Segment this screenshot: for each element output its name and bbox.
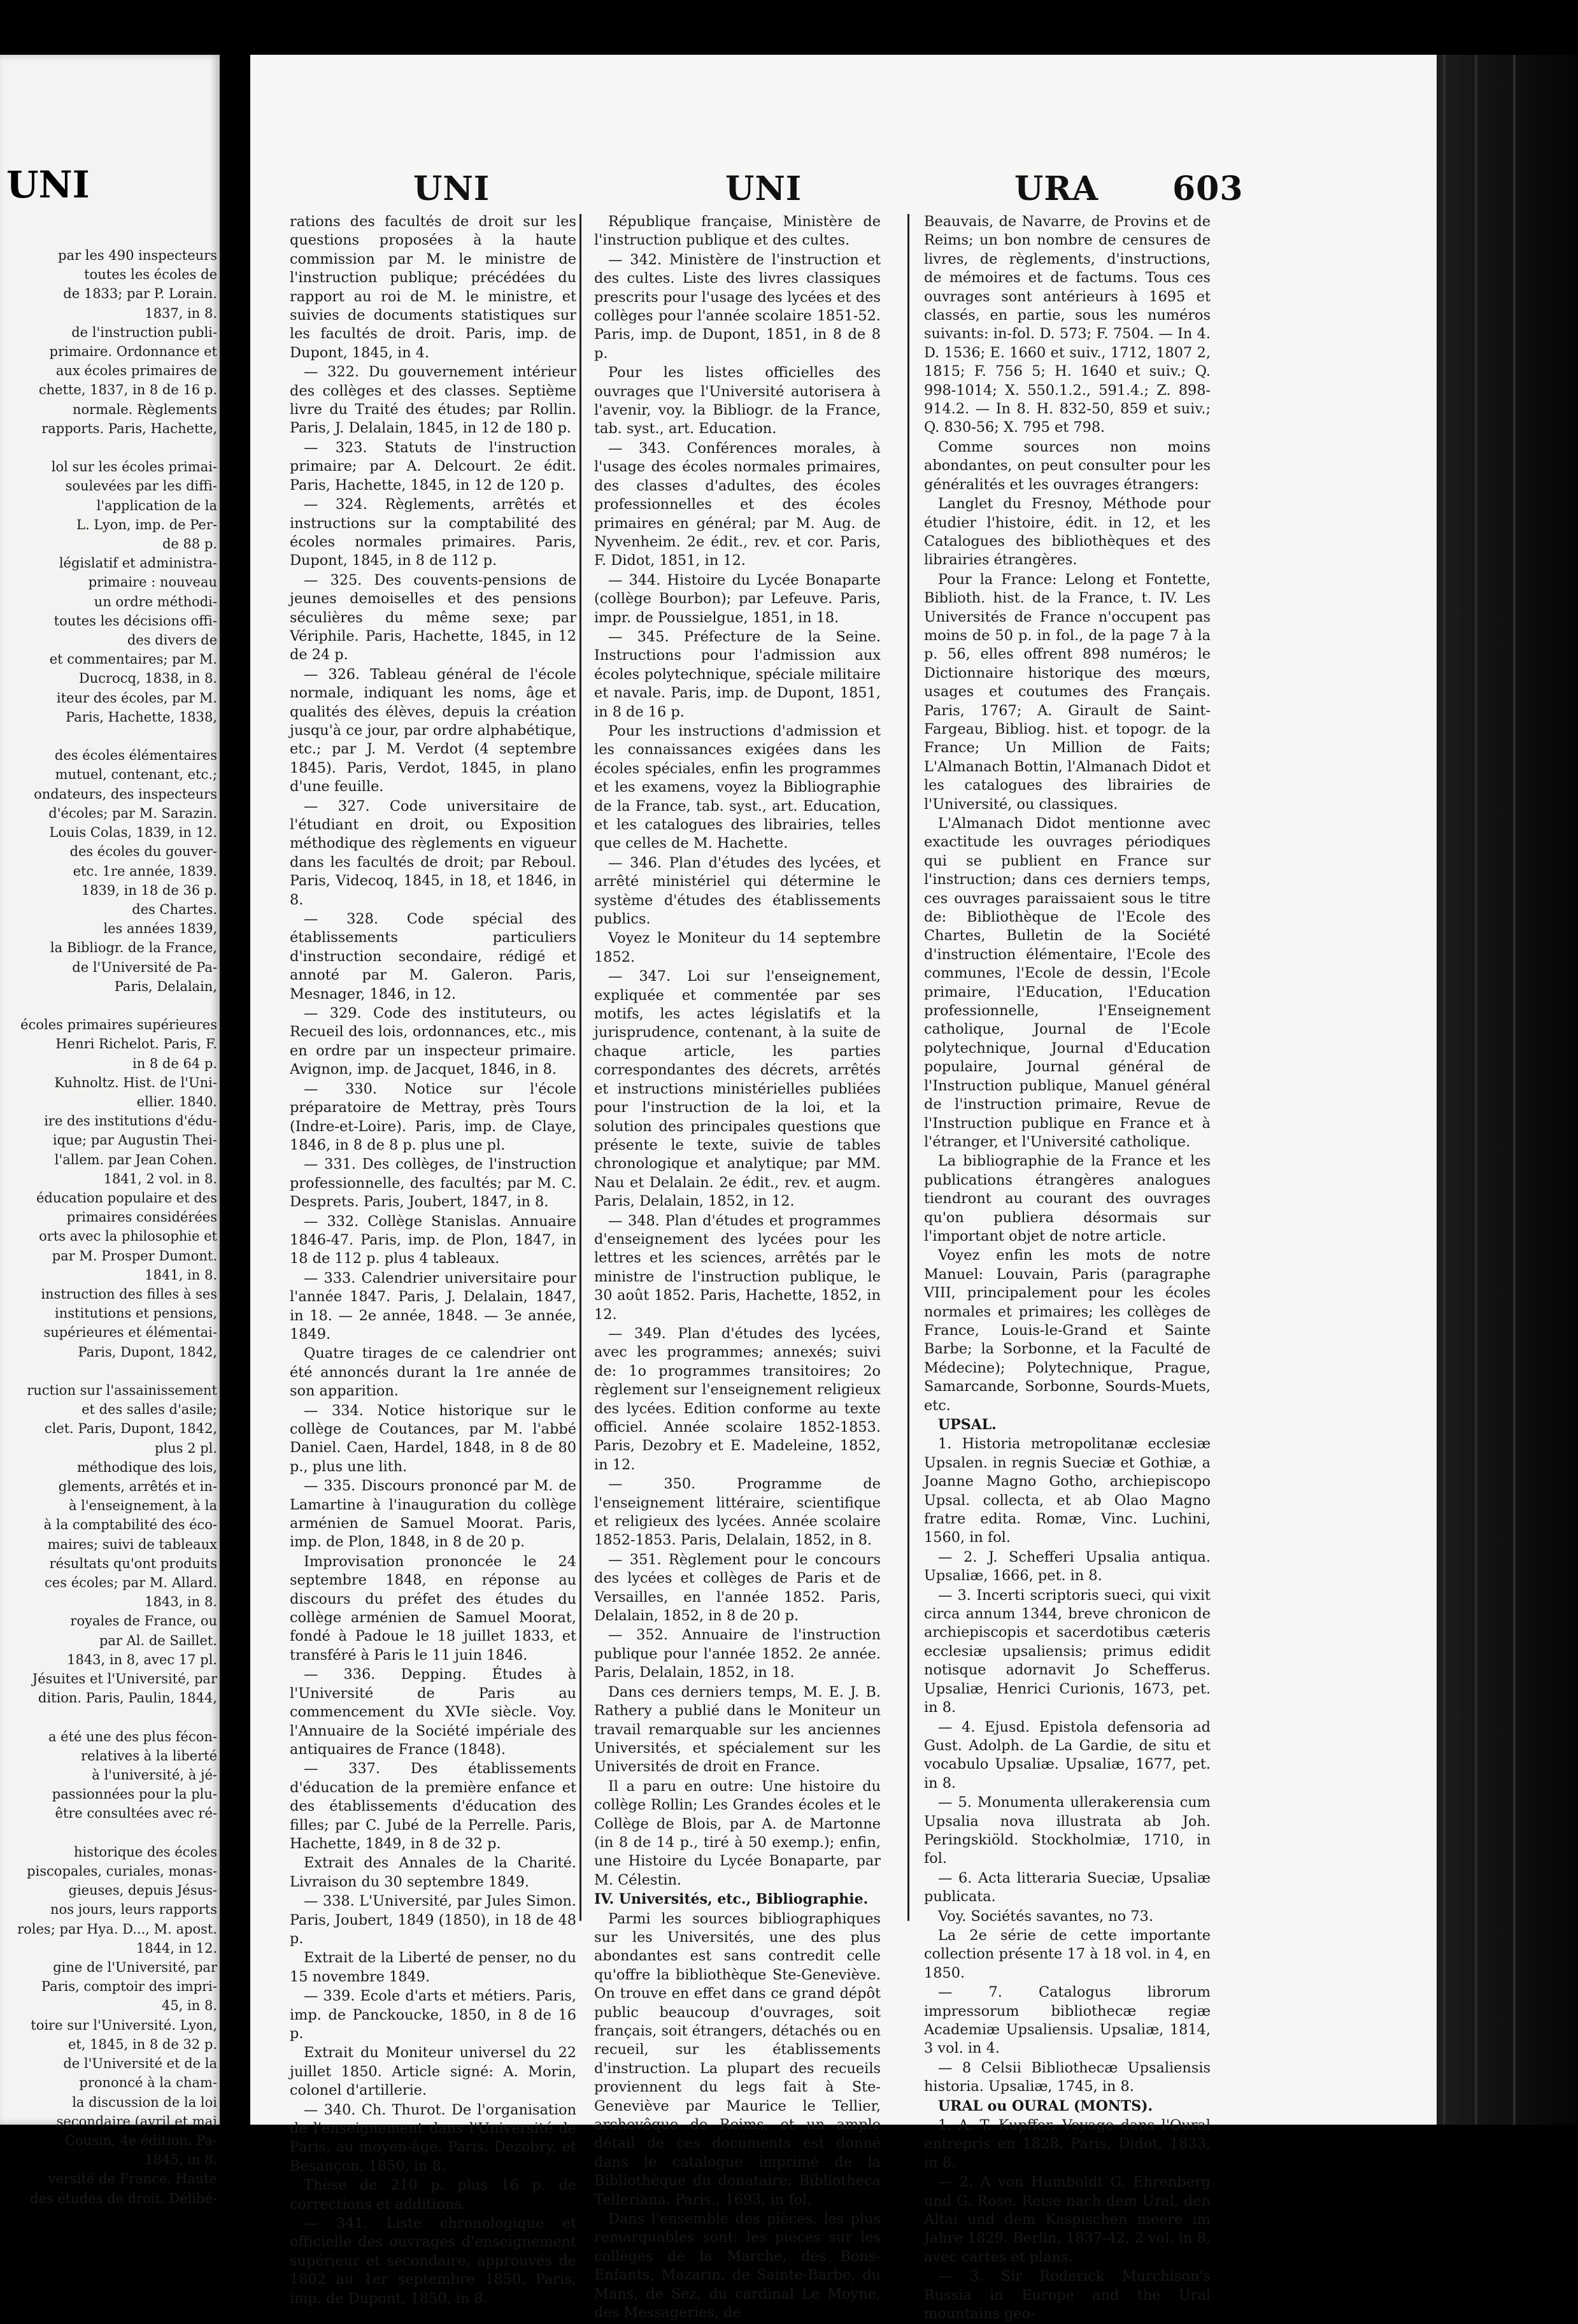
paragraph: — 350. Programme de l'enseignement littéraire, scientifique et religieux des lycées. Année scolaire 1852-1853. Paris, Delalain, 1852, in 8.: [594, 1476, 881, 1549]
left-page-line: à l'enseignement, à la: [68, 1498, 217, 1514]
left-page-line: historique des écoles: [73, 1844, 217, 1860]
left-page-line: Kuhnoltz. Hist. de l'Uni-: [54, 1074, 217, 1090]
section-heading: IV. Universités, etc., Bibliographie.: [594, 1891, 869, 1908]
section-heading: URAL ou OURAL (MONTS).: [938, 2097, 1153, 2114]
left-page-line: des divers de: [127, 632, 217, 648]
left-page-line: 1841, in 8.: [145, 1267, 217, 1283]
paragraph: — 347. Loi sur l'enseignement, expliquée et commentée par ses motifs, les actes législatifs et la jurisprudence, contenant, à la suite de chaque article, les parties correspondantes des décrets, arrêtés et instructions ministérielles publiées pour l'instruction de la loi, et la solution des principales questions que présente le texte, suivie de tables chronologique et analytique; par MM. Nau et Delalain. 2e édit., rev. et augm. Paris, Delalain, 1852, in 12.: [594, 968, 881, 1210]
paragraph: — 336. Depping. Études à l'Université de Paris au commencement du XVIe siècle. Voy. l'Annuaire de la Société impériale des antiquaires de France (1848).: [290, 1666, 576, 1758]
left-page-line: la Bibliogr. de la France,: [50, 940, 217, 956]
left-page-line: être consultées avec ré-: [55, 1806, 217, 1821]
left-page-line: maires; suivi de tableaux: [47, 1536, 217, 1552]
left-page-line: [0, 1823, 220, 1843]
paragraph: Pour les instructions d'admission et les connaissances exigées dans les écoles spéciales, enfin les programmes et les examens, voyez la Bibliographie de la France, tab. syst., art. Education, et les catalogues des librairies, telles que celles de M. Hachette.: [594, 722, 881, 852]
paragraph: — 351. Règlement pour le concours des lycées et collèges de Paris et de Versailles, en l'année 1852. Paris, Delalain, 1852, in 8 de 20 p.: [594, 1551, 881, 1625]
paragraph: — 333. Calendrier universitaire pour l'année 1847. Paris, J. Delalain, 1847, in 18. — 2e année, 1848. — 3e année, 1849.: [290, 1269, 576, 1343]
left-page-line: de l'instruction publi-: [71, 324, 217, 340]
paragraph: Extrait de la Liberté de penser, no du 15 novembre 1849.: [290, 1950, 576, 1985]
left-page-text: [0, 246, 220, 2208]
paragraph: — 324. Règlements, arrêtés et instructions sur la comptabilité des écoles normales primaires. Paris, Dupont, 1845, in 8 de 112 p.: [290, 496, 576, 569]
left-page-line: nos jours, leurs rapports: [50, 1902, 217, 1918]
paragraph: — 332. Collège Stanislas. Annuaire 1846-47. Paris, imp. de Plon, 1847, in 18 de 112 p. plus 4 tableaux.: [290, 1213, 576, 1267]
paragraph: — 349. Plan d'études des lycées, avec les programmes; annexés; suivi de: 1o programmes transitoires; 2o règlement sur l'enseignement religieux des lycées. Edition conforme au texte officiel. Année scolaire 1852-1853. Paris, Dezobry et E. Madeleine, 1852, in 12.: [594, 1325, 881, 1473]
left-page-line: 1844, in 12.: [136, 1940, 217, 1956]
paragraph: — 335. Discours prononcé par M. de Lamartine à l'inauguration du collège arménien de Samuel Moorat. Paris, imp. de Plon, 1848, in 8 de 20 p.: [290, 1478, 576, 1551]
running-head-right: URA: [1014, 169, 1098, 208]
left-page-line: éducation populaire et des: [36, 1190, 217, 1206]
left-page-line: Ducrocq, 1838, in 8.: [78, 671, 217, 687]
left-page-line: relatives à la liberté: [81, 1748, 217, 1764]
paragraph: Comme sources non moins abondantes, on peut consulter pour les généralités et les ouvrages étrangers:: [924, 438, 1211, 493]
left-page-running-head: UNI: [6, 163, 90, 206]
paragraph: — 348. Plan d'études et programmes d'enseignement des lycées pour les lettres et les sciences, arrêtés par le ministre de l'instruction publique, le 30 août 1852. Paris, Hachette, 1852, in 12.: [594, 1212, 881, 1323]
text-column-3: [924, 213, 1211, 2323]
left-page-line: toutes les écoles de: [84, 267, 217, 283]
left-page-line: de l'Université de Pa-: [72, 959, 217, 975]
left-page-line: législatif et administra-: [59, 555, 217, 571]
left-page-line: primaires considérées: [66, 1209, 217, 1225]
paragraph: — 3. Sir Roderick Murchison's Russia in Europe and the Ural mountains geo-: [924, 2268, 1211, 2323]
paragraph: Il a paru en outre: Une histoire du collège Rollin; Les Grandes écoles et le Collège de Blois, par A. de Martonne (in 8 de 14 p., tiré à 50 exemp.); enfin, une Histoire du Lycée Bonaparte, par M. Célestin.: [594, 1778, 881, 1888]
paragraph: — 329. Code des instituteurs, ou Recueil des lois, ordonnances, etc., mis en ordre par un inspecteur primaire. Avignon, imp. de Jacquet, 1846, in 8.: [290, 1005, 576, 1078]
left-page-line: ique; par Augustin Thei-: [52, 1132, 217, 1148]
left-page-line: de 1833; par P. Lorain.: [63, 286, 217, 302]
paragraph: Langlet du Fresnoy, Méthode pour étudier l'histoire, édit. in 12, et les Catalogues des bibliothèques et des librairies étrangères.: [924, 495, 1211, 569]
left-page-line: des études de droit. Délibé-: [30, 2190, 217, 2206]
left-page-line: et des salles d'asile;: [82, 1402, 217, 1418]
paragraph: — 331. Des collèges, de l'instruction professionnelle, des facultés; par M. C. Desprets. Paris, Joubert, 1847, in 8.: [290, 1156, 576, 1211]
left-page-line: ondateurs, des inspecteurs: [34, 786, 217, 802]
paragraph: — 334. Notice historique sur le collège de Coutances, par M. l'abbé Daniel. Caen, Hardel, 1848, in 8 de 80 p., plus une lith.: [290, 1402, 576, 1475]
left-page-line: in 8 de 64 p.: [132, 1055, 217, 1071]
left-page-line: instruction des filles à ses: [41, 1286, 217, 1302]
left-page-line: lol sur les écoles primai-: [51, 459, 217, 475]
left-page-line: soulevées par les diffi-: [65, 478, 217, 494]
left-page-line: supérieures et élémentai-: [43, 1325, 217, 1341]
book-edge: [1437, 55, 1578, 2125]
left-page-line: L. Lyon, imp. de Per-: [76, 517, 217, 532]
paragraph: — 339. Ecole d'arts et métiers. Paris, imp. de Panckoucke, 1850, in 8 de 16 p.: [290, 1988, 576, 2042]
paragraph: — 343. Conférences morales, à l'usage des écoles normales primaires, des classes d'adultes, des écoles professionnelles et des écoles primaires en général; par M. Aug. de Nyvenheim. 2e édit., rev. et cor. Paris, F. Didot, 1851, in 12.: [594, 439, 881, 569]
paragraph: — 327. Code universitaire de l'étudiant en droit, ou Exposition méthodique des règlements en vigueur dans les facultés de droit; par Reboul. Paris, Videcoq, 1845, in 18, et 1846, in 8.: [290, 797, 576, 908]
left-page-line: l'allem. par Jean Cohen.: [54, 1151, 217, 1167]
text-column-2: [594, 213, 881, 2321]
paragraph: — 345. Préfecture de la Seine. Instructions pour l'admission aux écoles polytechnique, spéciale militaire et navale. Paris, imp. de Dupont, 1851, in 8 de 16 p.: [594, 628, 881, 720]
left-page-line: Louis Colas, 1839, in 12.: [49, 825, 217, 841]
paragraph: Parmi les sources bibliographiques sur les Universités, une des plus abondantes est sans contredit celle qu'offre la bibliothèque Ste-Geneviève. On trouve en effet dans ce grand dépôt public beaucoup d'ouvrages, soit français, soit étrangers, détachés ou en recueil, sur les établissements d'instruction. La plupart des recueils proviennent du legs fait à Ste-Geneviève par Maurice le Tellier, archevêque de Reims, et un ample détail de ces documents est donné dans le catalogue imprimé de la Bibliothèque du donataire: Bibliotheca Telleriana. Paris., 1693, in fol.: [594, 1910, 881, 2208]
left-page-line: royales de France, ou: [70, 1613, 217, 1629]
paragraph: — 328. Code spécial des établissements particuliers d'instruction secondaire, rédigé et annoté par M. Galeron. Paris, Mesnager, 1846, in 12.: [290, 911, 576, 1002]
left-page-line: et, 1845, in 8 de 32 p.: [68, 2036, 217, 2052]
left-page-line: iteur des écoles, par M.: [56, 690, 217, 706]
left-page-line: Paris, Delalain,: [114, 978, 217, 994]
running-head-left: UNI: [413, 169, 490, 208]
left-page: [0, 55, 220, 2206]
left-page-line: primaire : nouveau: [88, 574, 217, 590]
page-number: 603: [1172, 169, 1244, 208]
paragraph: Thèse de 210 p. plus 16 p. de corrections et additions.: [290, 2177, 576, 2213]
paragraph: Extrait des Annales de la Charité. Livraison du 30 septembre 1849.: [290, 1855, 576, 1890]
text-column-1: [290, 213, 576, 2307]
left-page-line: Jésuites et l'Université, par: [32, 1671, 217, 1687]
left-page-line: de l'Université et de la: [63, 2056, 217, 2072]
left-page-line: roles; par Hya. D..., M. apost.: [17, 1921, 217, 1937]
paragraph: — 346. Plan d'études des lycées, et arrêté ministériel qui détermine le système d'études des établissements publics.: [594, 854, 881, 928]
paragraph: Improvisation prononcée le 24 septembre 1848, en réponse au discours du préfet des études du collège arménien de Samuel Moorat, fondé à Padoue le 18 juillet 1833, et transféré à Paris le 11 juin 1846.: [290, 1553, 576, 1664]
left-page-line: gieuses, depuis Jésus-: [68, 1883, 217, 1899]
left-page-line: prononcé à la cham-: [79, 2075, 217, 2091]
paragraph: — 342. Ministère de l'instruction et des cultes. Liste des livres classiques prescrits pour l'usage des lycées et des collèges pour l'année scolaire 1851-52. Paris, imp. de Dupont, 1851, in 8 de 8 p.: [594, 251, 881, 362]
left-page-line: résultats qu'ont produits: [49, 1555, 217, 1571]
left-page-line: Cousin, 4e édition. Pa-: [64, 2132, 217, 2148]
left-page-line: dition. Paris, Paulin, 1844,: [38, 1690, 217, 1706]
left-page-line: les années 1839,: [103, 921, 217, 937]
left-page-line: par M. Prosper Dumont.: [52, 1248, 217, 1264]
column-rule: [907, 214, 909, 1921]
paragraph: — 325. Des couvents-pensions de jeunes demoiselles et des pensions séculières du même sexe; par Vériphile. Paris, Hachette, 1845, in 12 de 24 p.: [290, 571, 576, 664]
paragraph: — 352. Annuaire de l'instruction publique pour l'année 1852. 2e année. Paris, Delalain, 1852, in 18.: [594, 1627, 881, 1681]
paragraph: 1. Historia metropolitanæ ecclesiæ Upsalen. in regnis Sueciæ et Gothiæ, a Joanne Magno Gotho, archiepiscopo Upsal. collecta, et ab Olao Magno fratre edita. Romæ, Vinc. Luchini, 1560, in fol.: [924, 1436, 1211, 1546]
paragraph: Beauvais, de Navarre, de Provins et de Reims; un bon nombre de censures de livres, de règlements, d'instructions, de mémoires et de factums. Tous ces ouvrages sont antérieurs à 1695 et classés, en partie, sous les numéros suivants: in-fol. D. 573; F. 7504. — In 4. D. 1536; E. 1660 et suiv., 1712, 1807 2, 1815; F. 756 5; H. 1640 et suiv.; Q. 998-1014; X. 550.1.2., 591.4.; Z. 898-914.2. — In 8. H. 832-50, 859 et suiv.; Q. 830-56; X. 795 et 798.: [924, 213, 1211, 436]
left-page-line: toire sur l'Université. Lyon,: [31, 2017, 217, 2033]
left-page-line: l'application de la: [96, 497, 217, 513]
left-page-line: rapports. Paris, Hachette,: [41, 420, 217, 436]
paragraph: — 338. L'Université, par Jules Simon. Paris, Joubert, 1849 (1850), in 18 de 48 p.: [290, 1893, 576, 1947]
paragraph: Voyez enfin les mots de notre Manuel: Louvain, Paris (paragraphe VIII, principalement pour les écoles normales et primaires; les collèges de France, Louis-le-Grand et Sainte Barbe; la Sorbonne, et la Faculté de Médecine); Polytechnique, Prague, Samarcande, Sorbonne, Sourds-Muets, etc.: [924, 1247, 1211, 1414]
paragraph: — 340. Ch. Thurot. De l'organisation de l'enseignement dans l'Université de Paris, au moyen-âge. Paris, Dezobry, et Besançon, 1850, in 8.: [290, 2101, 576, 2174]
left-page-line: passionnées pour la plu-: [52, 1786, 217, 1802]
paragraph: — 6. Acta litteraria Sueciæ, Upsaliæ publicata.: [924, 1869, 1211, 1906]
paragraph: — 323. Statuts de l'instruction primaire; par A. Delcourt. 2e édit. Paris, Hachette, 1845, in 12 de 120 p.: [290, 439, 576, 494]
left-page-line: méthodique des lois,: [76, 1459, 217, 1475]
left-page-line: versité de France. Haute: [48, 2171, 217, 2187]
paragraph: — 322. Du gouvernement intérieur des collèges et des classes. Septième livre du Traité des études; par Rollin. Paris, J. Delalain, 1845, in 12 de 180 p.: [290, 364, 576, 437]
left-page-line: 1843, in 8.: [145, 1594, 217, 1610]
paragraph: Dans ces derniers temps, M. E. J. B. Rathery a publié dans le Moniteur un travail remarquable sur les anciennes Universités, et spécialement sur les Universités de droit en France.: [594, 1683, 881, 1776]
paragraph: — 4. Ejusd. Epistola defensoria ad Gust. Adolph. de La Gardie, de situ et vocabulo Upsaliæ. Upsaliæ, 1677, pet. in 8.: [924, 1718, 1211, 1792]
left-page-line: la discussion de la loi: [72, 2094, 217, 2110]
left-page-line: Henri Richelot. Paris, F.: [55, 1036, 217, 1052]
left-page-line: toutes les décisions offi-: [53, 613, 217, 629]
main-page: [250, 55, 1437, 2323]
left-page-line: des écoles élémentaires: [54, 748, 217, 764]
left-page-line: [0, 1707, 220, 1727]
paragraph: Pour les listes officielles des ouvrages que l'Université autorisera à l'avenir, voy. la Bibliogr. de la France, tab. syst., art. Education.: [594, 364, 881, 438]
paragraph: La 2e série de cette importante collection présente 17 à 18 vol. in 4, en 1850.: [924, 1927, 1211, 1981]
paragraph: rations des facultés de droit sur les questions proposées à la haute commission par M. le ministre de l'instruction publique; précédées du rapport au roi de M. le ministre, et suivies de documents statistiques sur les facultés de droit. Paris, imp. de Dupont, 1845, in 4.: [290, 213, 576, 361]
left-page-line: piscopales, curiales, monas-: [27, 1864, 217, 1879]
left-page-line: à l'université, à jé-: [92, 1767, 217, 1783]
paragraph: — 344. Histoire du Lycée Bonaparte (collège Bourbon); par Lefeuve. Paris, impr. de Poussielgue, 1851, in 18.: [594, 571, 881, 626]
left-page-line: orts avec la philosophie et: [39, 1229, 217, 1244]
paragraph: — 3. Incerti scriptoris sueci, qui vixit circa annum 1344, breve chronicon de archiepiscopis et sacerdotibus cæteris ecclesiæ upsaliensis; primus edidit notisque adornavit Jo Schefferus. Upsaliæ, Henrici Curionis, 1673, pet. in 8.: [924, 1586, 1211, 1716]
left-page-line: ire des institutions d'édu-: [44, 1113, 217, 1129]
paragraph: La bibliographie de la France et les publications étrangères analogues tiendront au courant des ouvrages qu'on publiera désormais sur l'important objet de notre article.: [924, 1153, 1211, 1244]
left-page-line: primaire. Ordonnance et: [49, 344, 217, 360]
left-page-line: [0, 1362, 220, 1381]
paragraph: Quatre tirages de ce calendrier ont été annoncés durant la 1re année de son apparition.: [290, 1345, 576, 1400]
paragraph: Pour la France: Lelong et Fontette, Biblioth. hist. de la France, t. IV. Les Universités de France n'occupent pas moins de 50 p. in fol., de la page 7 à la p. 56, elles offrent 898 numéros; le Dictionnaire historique des mœurs, usages et coutumes des Français. Paris, 1767; A. Girault de Saint-Fargeau, Bibliog. hist. et topogr. de la France; Un Million de Faits; L'Almanach Bottin, l'Almanach Didot et les catalogues des librairies de l'Université, ou classiques.: [924, 571, 1211, 813]
left-page-line: 1845, in 8.: [145, 2152, 217, 2168]
left-page-line: ruction sur l'assainissement: [27, 1382, 217, 1398]
left-page-line: institutions et pensions,: [55, 1306, 217, 1322]
column-rule: [579, 214, 581, 1921]
paragraph: — 326. Tableau général de l'école normale, indiquant les noms, âge et qualités des élèves, depuis la création jusqu'à ce jour, par ordre alphabétique, etc.; par J. M. Verdot (4 septembre 1845). Paris, Verdot, 1845, in plano d'une feuille.: [290, 666, 576, 795]
paragraph: République française, Ministère de l'instruction publique et des cultes.: [594, 213, 881, 249]
left-page-line: [0, 727, 220, 746]
left-page-line: [0, 996, 220, 1015]
paragraph: — 5. Monumenta ullerakerensia cum Upsalia nova illustrata ab Joh. Peringskiöld. Stockholmiæ, 1710, in fol.: [924, 1794, 1211, 1867]
left-page-line: 1841, 2 vol. in 8.: [103, 1171, 217, 1187]
paragraph: — 2. J. Schefferi Upsalia antiqua. Upsaliæ, 1666, pet. in 8.: [924, 1548, 1211, 1585]
paragraph: Extrait du Moniteur universel du 22 juillet 1850. Article signé: A. Morin, colonel d'artillerie.: [290, 2044, 576, 2099]
left-page-line: 1839, in 18 de 36 p.: [81, 882, 217, 898]
left-page-line: un ordre méthodi-: [94, 594, 217, 610]
paragraph: — 2. A von Humboldt G. Ehrenberg und G. Rose. Reise nach dem Ural, den Altai und dem Kaspischen meere im Jahre 1829. Berlin, 1837-42, 2 vol. in 8, avec cartes et plans.: [924, 2174, 1211, 2265]
left-page-line: écoles primaires supérieures: [20, 1017, 217, 1033]
left-page-line: clet. Paris, Dupont, 1842,: [44, 1421, 217, 1437]
paragraph: — 337. Des établissements d'éducation de la première enfance et des établissements d'éducation des filles; par C. Jubé de la Perrelle. Paris, Hachette, 1849, in 8 de 32 p.: [290, 1760, 576, 1852]
left-page-line: 1843, in 8, avec 17 pl.: [67, 1651, 217, 1667]
left-page-line: 45, in 8.: [161, 1998, 217, 2014]
running-head-middle: UNI: [725, 169, 802, 208]
left-page-line: par Al. de Saillet.: [99, 1632, 217, 1648]
left-page-line: aux écoles primaires de: [55, 363, 217, 379]
left-page-line: glements, arrêtés et in-: [58, 1479, 217, 1494]
left-page-line: plus 2 pl.: [154, 1440, 217, 1456]
left-page-line: d'écoles; par M. Sarazin.: [48, 805, 217, 821]
left-page-line: Paris, Dupont, 1842,: [78, 1344, 217, 1360]
left-page-line: ces écoles; par M. Allard.: [45, 1575, 217, 1591]
left-page-line: [0, 438, 220, 457]
left-page-line: par les 490 inspecteurs: [58, 248, 217, 263]
left-page-line: et commentaires; par M.: [49, 652, 217, 667]
paragraph: — 7. Catalogus librorum impressorum bibliothecæ regiæ Academiæ Upsaliensis. Upsaliæ, 1814, 3 vol. in 4.: [924, 1984, 1211, 2057]
left-page-line: des écoles du gouver-: [69, 844, 217, 860]
left-page-line: ellier. 1840.: [136, 1094, 217, 1109]
paragraph: Voy. Sociétés savantes, no 73.: [938, 1907, 1153, 1925]
left-page-line: a été une des plus fécon-: [48, 1729, 217, 1744]
paragraph: L'Almanach Didot mentionne avec exactitude les ouvrages périodiques qui se publient en France sur l'instruction; dans ces derniers temps, ces ouvrages paraissaient sous le titre de: Bibliothèque de l'Ecole des Chartes, Bulletin de la Société d'instruction élémentaire, l'Ecole des communes, l'Ecole de dessin, l'Ecole primaire, l'Education, l'Education professionnelle, l'Enseignement catholique, Journal de l'Ecole polytechnique, Journal d'Education populaire, Journal général de l'Instruction publique, Manuel général de l'instruction primaire, Revue de l'Instruction publique en France et à l'étranger, et l'Université catholique.: [924, 815, 1211, 1150]
left-page-line: chette, 1837, in 8 de 16 p.: [38, 382, 217, 398]
paragraph: — 341. Liste chronologique et officielle des ouvrages d'enseignement supérieur et secondaire, approuvés de 1802 au 1er septembre 1850. Paris, imp. de Dupont, 1850, in 8.: [290, 2215, 576, 2307]
left-page-line: normale. Règlements: [72, 401, 217, 417]
left-page-line: Paris, comptoir des impri-: [41, 1979, 217, 1995]
section-heading: UPSAL.: [938, 1416, 997, 1433]
paragraph: — 8 Celsii Bibliothecæ Upsaliensis historia. Upsaliæ, 1745, in 8.: [924, 2059, 1211, 2095]
paragraph: Voyez le Moniteur du 14 septembre 1852.: [594, 930, 881, 966]
left-page-line: etc. 1re année, 1839.: [73, 863, 217, 879]
paragraph: — 330. Notice sur l'école préparatoire de Mettray, près Tours (Indre-et-Loire). Paris, imp. de Claye, 1846, in 8 de 8 p. plus une pl.: [290, 1080, 576, 1153]
left-page-line: 1837, in 8.: [145, 305, 217, 321]
left-page-line: mutuel, contenant, etc.;: [55, 767, 217, 783]
left-page-line: Paris, Hachette, 1838,: [66, 709, 217, 725]
paragraph: Dans l'ensemble des pièces, les plus remarquables sont: les pièces sur les collèges de la Marche, des Bons-Enfants, Mazarin, de Sainte-Barbe, du Mans, de Sez, du cardinal Le Moyne, des Messageries, de: [594, 2211, 881, 2321]
left-page-line: secondaire (avril et mai: [56, 2113, 217, 2129]
left-page-line: de 88 p.: [162, 536, 217, 552]
left-page-line: à la comptabilité des éco-: [43, 1517, 217, 1533]
left-page-line: gine de l'Université, par: [53, 1960, 217, 1976]
paragraph: 1. A. T. Kupffer. Voyage dans l'Oural entrepris en 1828. Paris, Didot, 1833, in 8.: [924, 2117, 1211, 2171]
left-page-line: des Chartes.: [132, 901, 217, 917]
